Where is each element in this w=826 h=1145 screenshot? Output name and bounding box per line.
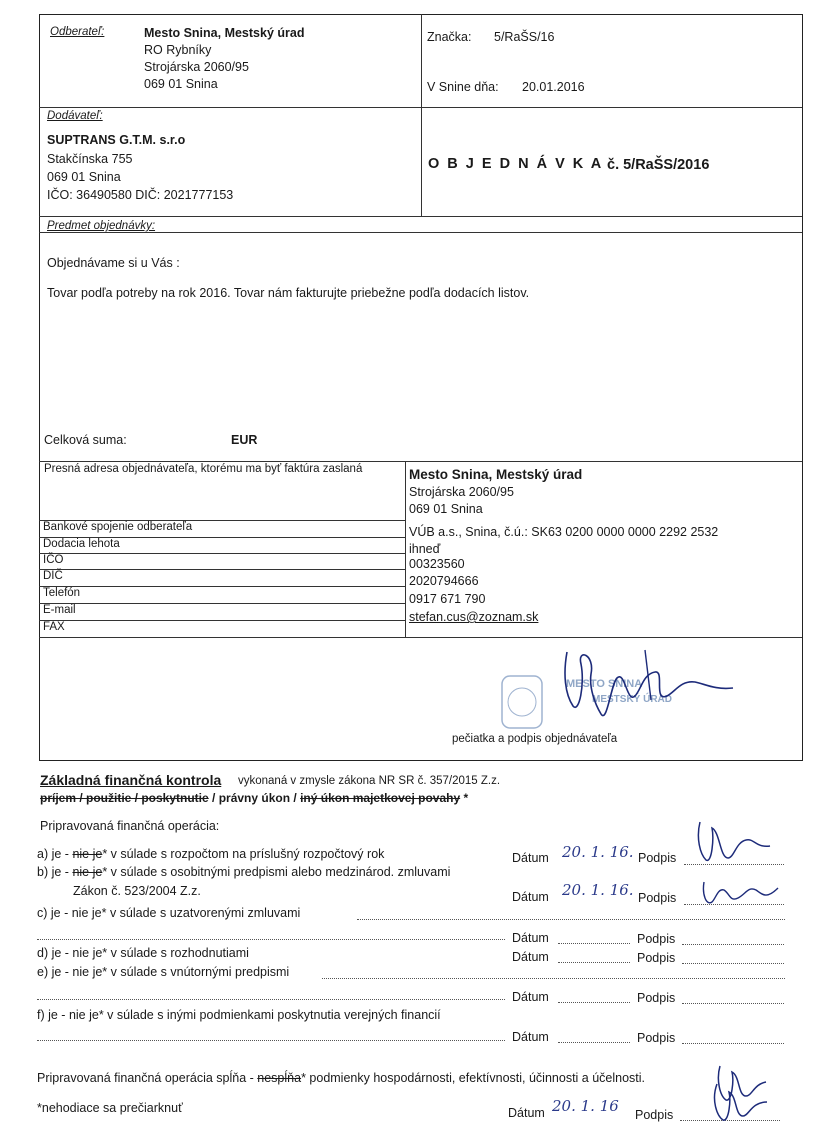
types-sep2: / — [290, 791, 301, 805]
podpis-label-e: Podpis — [637, 991, 676, 1005]
subject-label: Predmet objednávky: — [47, 220, 156, 232]
types-pravny: právny úkon — [218, 791, 291, 805]
hand-date-final: 20. 1. 16 — [552, 1097, 619, 1115]
address-line2: 069 01 Snina — [409, 502, 483, 516]
row-value-dodacia: ihneď — [409, 542, 441, 556]
datum-label-a: Dátum — [512, 851, 549, 865]
signature-orderer — [555, 644, 755, 734]
datum-label-d: Dátum — [512, 950, 549, 964]
item-d: d) je - nie je* v súlade s rozhodnutiami — [37, 946, 249, 960]
datum-label-final: Dátum — [508, 1106, 545, 1120]
header-divider — [421, 14, 422, 216]
address-line1: Strojárska 2060/95 — [409, 485, 514, 499]
header-bottom-line — [39, 107, 802, 108]
signature-a — [690, 818, 780, 866]
datum-label-f: Dátum — [512, 1030, 549, 1044]
item-a: a) je - nie je* v súlade s rozpočtom na príslušný rozpočtový rok — [37, 847, 385, 861]
supplier-name: SUPTRANS G.T.M. s.r.o — [47, 133, 186, 147]
details-top-line — [39, 461, 802, 462]
total-currency: EUR — [231, 433, 258, 447]
podpis-label-c: Podpis — [637, 932, 676, 946]
control-types — [40, 791, 468, 805]
row-value-ico: 00323560 — [409, 557, 465, 571]
row-label-email: E-mail — [43, 604, 76, 616]
signature-b — [700, 876, 784, 910]
supplier-line1: Stakčínska 755 — [47, 152, 133, 166]
item-e: e) je - nie je* v súlade s vnútornými predpismi — [37, 965, 290, 979]
address-name: Mesto Snina, Mestský úrad — [409, 467, 583, 482]
official-stamp: MESTO SNINA MESTSKÝ ÚRAD — [500, 672, 685, 734]
types-star: * — [460, 791, 469, 805]
odberatel-label: Odberateľ: — [50, 26, 105, 38]
control-title-suffix: vykonaná v zmysle zákona NR SR č. 357/2015 Z.z. — [238, 775, 501, 787]
total-label: Celková suma: — [44, 433, 127, 447]
hand-date-a: 20. 1. 16. — [562, 843, 634, 861]
stamp-caption: pečiatka a podpis objednávateľa — [452, 733, 618, 745]
row-label-dodacia: Dodacia lehota — [43, 538, 120, 550]
details-divider — [405, 461, 406, 637]
signature-final-podpis — [705, 1080, 775, 1124]
odberatel-line2: Strojárska 2060/95 — [144, 60, 249, 74]
order-number: č. 5/RaŠS/2016 — [607, 157, 710, 173]
order-title: O B J E D N Á V K A — [428, 156, 604, 172]
date-label: V Snine dňa: — [427, 80, 499, 94]
hand-date-b: 20. 1. 16. — [562, 881, 634, 899]
row-label-bank: Bankové spojenie odberateľa — [43, 521, 193, 533]
final-statement: Pripravovaná finančná operácia spĺňa - nespĺňa* podmienky hospodárnosti, efektívnosti, účinnosti a účelnosti. — [37, 1071, 646, 1085]
item-c: c) je - nie je* v súlade s uzatvorenými zmluvami — [37, 906, 301, 920]
types-prijem: príjem / použitie / poskytnutie — [40, 791, 209, 805]
supplier-line2: 069 01 Snina — [47, 170, 121, 184]
datum-label-b: Dátum — [512, 890, 549, 904]
address-label: Presná adresa objednávateľa, ktorému ma byť faktúra zaslaná — [44, 463, 363, 475]
podpis-label-a: Podpis — [638, 851, 677, 865]
znacka-label: Značka: — [427, 30, 472, 44]
podpis-label-b: Podpis — [638, 891, 677, 905]
subject-line2: Tovar podľa potreby na rok 2016. Tovar nám fakturujte priebežne podľa dodacích listov. — [47, 286, 530, 300]
supplier-bottom-line — [39, 216, 802, 217]
podpis-label-f: Podpis — [637, 1031, 676, 1045]
item-b-law: Zákon č. 523/2004 Z.z. — [73, 884, 201, 898]
subject-line1: Objednávame si u Vás : — [47, 256, 180, 270]
row-label-telefon: Telefón — [43, 587, 81, 599]
row-value-email[interactable]: stefan.cus@zoznam.sk — [409, 610, 539, 624]
row-label-dic: DIČ — [43, 570, 63, 582]
datum-label-c: Dátum — [512, 931, 549, 945]
prep-label: Pripravovaná finančná operácia: — [40, 819, 220, 833]
row-value-telefon: 0917 671 790 — [409, 592, 486, 606]
odberatel-name: Mesto Snina, Mestský úrad — [144, 26, 305, 40]
row-label-ico: IČO — [43, 554, 64, 566]
podpis-label-d: Podpis — [637, 951, 676, 965]
item-b: b) je - nie je* v súlade s osobitnými predpismi alebo medzinárod. zmluvami — [37, 865, 451, 879]
footnote: *nehodiace sa prečiarknuť — [37, 1101, 183, 1115]
date-value: 20.01.2016 — [522, 80, 585, 94]
odberatel-line3: 069 01 Snina — [144, 77, 218, 91]
item-f: f) je - nie je* v súlade s inými podmienkami poskytnutia verejných financií — [37, 1008, 441, 1022]
details-bottom-line — [39, 637, 802, 638]
datum-label-e: Dátum — [512, 990, 549, 1004]
subject-label-line — [39, 232, 802, 233]
row-value-bank: VÚB a.s., Snina, č.ú.: SK63 0200 0000 0000 2292 2532 — [409, 525, 719, 539]
control-title: Základná finančná kontrola — [40, 772, 222, 788]
row-value-dic: 2020794666 — [409, 574, 479, 588]
odberatel-line1: RO Rybníky — [144, 43, 212, 57]
types-sep1: / — [208, 791, 219, 805]
supplier-line3: IČO: 36490580 DIČ: 2021777153 — [47, 188, 234, 202]
types-iny: iný úkon majetkovej povahy — [300, 791, 461, 805]
row-label-fax: FAX — [43, 621, 65, 633]
supplier-label: Dodávateľ: — [47, 110, 103, 122]
znacka-value: 5/RaŠS/16 — [494, 30, 555, 44]
podpis-label-final: Podpis — [635, 1108, 674, 1122]
